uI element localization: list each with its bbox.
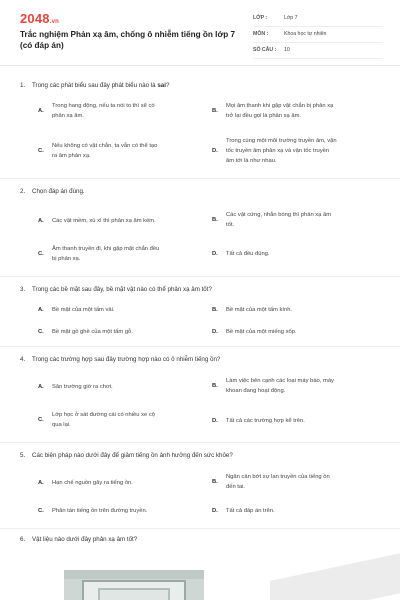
option-d[interactable]: D. Tất cả các trường hợp kể trên. — [212, 418, 305, 424]
question-number: 1. — [20, 82, 26, 89]
option-d[interactable]: D. Trong cùng một môi trường truyền âm, vận tốc truyền âm phản xạ và vận tốc truyền âm tới là như nhau. — [212, 138, 337, 164]
site-logo[interactable]: 2048.vn — [20, 11, 60, 26]
divider — [0, 276, 400, 277]
meta-key: LỚP : — [253, 15, 268, 21]
meta-row-count — [253, 43, 383, 59]
question-text: Các biện pháp nào dưới đây để giảm tiếng ồn ảnh hưởng đến sức khỏe? — [32, 452, 233, 459]
option-b[interactable]: B. Ngăn cản bớt sự lan truyền của tiếng ồn đến tai. — [212, 474, 330, 490]
option-c[interactable]: C. Bề mặt gồ ghề của một tấm gỗ. — [38, 329, 133, 335]
question-text: Chọn đáp án đúng. — [32, 188, 85, 195]
divider — [0, 178, 400, 179]
answer-image-panel[interactable] — [270, 551, 400, 600]
question-number: 4. — [20, 356, 26, 363]
option-b[interactable]: B. Bề mặt của một tấm kính. — [212, 307, 293, 313]
ceiling-shape — [64, 570, 204, 579]
option-d[interactable]: D. Tất cả đáp án trên. — [212, 508, 275, 514]
meta-key: MÔN : — [253, 31, 269, 37]
option-a[interactable]: A. Bề mặt của một tấm vải. — [38, 307, 115, 313]
question-number: 6. — [20, 536, 26, 543]
meta-value: Khoa học tự nhiên — [284, 31, 327, 37]
divider — [0, 528, 400, 529]
divider — [0, 442, 400, 443]
option-b[interactable]: B. Làm việc bên cạnh các loại máy bào, máy khoan đang hoạt động. — [212, 378, 334, 394]
question-number: 5. — [20, 452, 26, 459]
question-number: 3. — [20, 286, 26, 293]
option-b[interactable]: B. Mọi âm thanh khi gặp vật chắn bị phản xạ trở lại đều gọi là phản xạ âm. — [212, 103, 334, 119]
meta-row-subject — [253, 27, 383, 43]
question-text: Trong các phát biểu sau đây phát biểu nào là sai? — [32, 82, 170, 89]
inner-frame-shape — [98, 588, 170, 600]
meta-key: SỐ CÂU : — [253, 47, 277, 53]
option-a[interactable]: A. Hạn chế nguồn gây ra tiếng ồn. — [38, 480, 133, 486]
option-a[interactable]: A. Sân trường giờ ra chơi. — [38, 384, 113, 390]
option-a[interactable]: A. Trong hang động, nếu ta nói to thì sẽ có phản xạ âm. — [38, 103, 155, 119]
option-c[interactable]: C. Nếu không có vật chắn, ta vẫn có thể tạo ra âm phản xạ. — [38, 143, 158, 159]
question-text: Vật liệu nào dưới đây phản xạ âm tốt? — [32, 536, 138, 543]
answer-image-room[interactable] — [64, 570, 204, 600]
quiz-meta — [253, 11, 383, 59]
question-text: Trong các trường hợp sau đây trường hợp nào có ô nhiễm tiếng ồn? — [32, 356, 221, 363]
question-text: Trong các bề mặt sau đây, bề mặt vật nào có thể phản xạ âm tốt? — [32, 286, 212, 293]
option-b[interactable]: B. Các vật cứng, nhẵn bóng thì phản xạ âm tốt. — [212, 212, 332, 228]
page-title: Trắc nghiệm Phản xạ âm, chống ô nhiễm tiếng ồn lớp 7 (có đáp án) — [20, 30, 236, 50]
option-a[interactable]: A. Các vật mềm, xù xì thì phản xạ âm kém. — [38, 218, 156, 224]
meta-row-class — [253, 11, 383, 27]
meta-value: 10 — [284, 47, 290, 53]
option-c[interactable]: C. Âm thanh truyền đi, khi gặp mặt chắn đều bị phản xạ. — [38, 246, 160, 262]
question-number: 2. — [20, 188, 26, 195]
divider — [0, 346, 400, 347]
option-c[interactable]: C. Phân tán tiếng ồn trên đường truyền. — [38, 508, 148, 514]
page-header — [0, 0, 400, 66]
option-c[interactable]: C. Lớp học ở sát đường cái có nhiều xe cộ qua lại. — [38, 412, 155, 428]
option-d[interactable]: D. Tất cả đều đúng. — [212, 251, 270, 257]
meta-value: Lớp 7 — [284, 15, 298, 21]
option-d[interactable]: D. Bề mặt của một miếng xốp. — [212, 329, 297, 335]
